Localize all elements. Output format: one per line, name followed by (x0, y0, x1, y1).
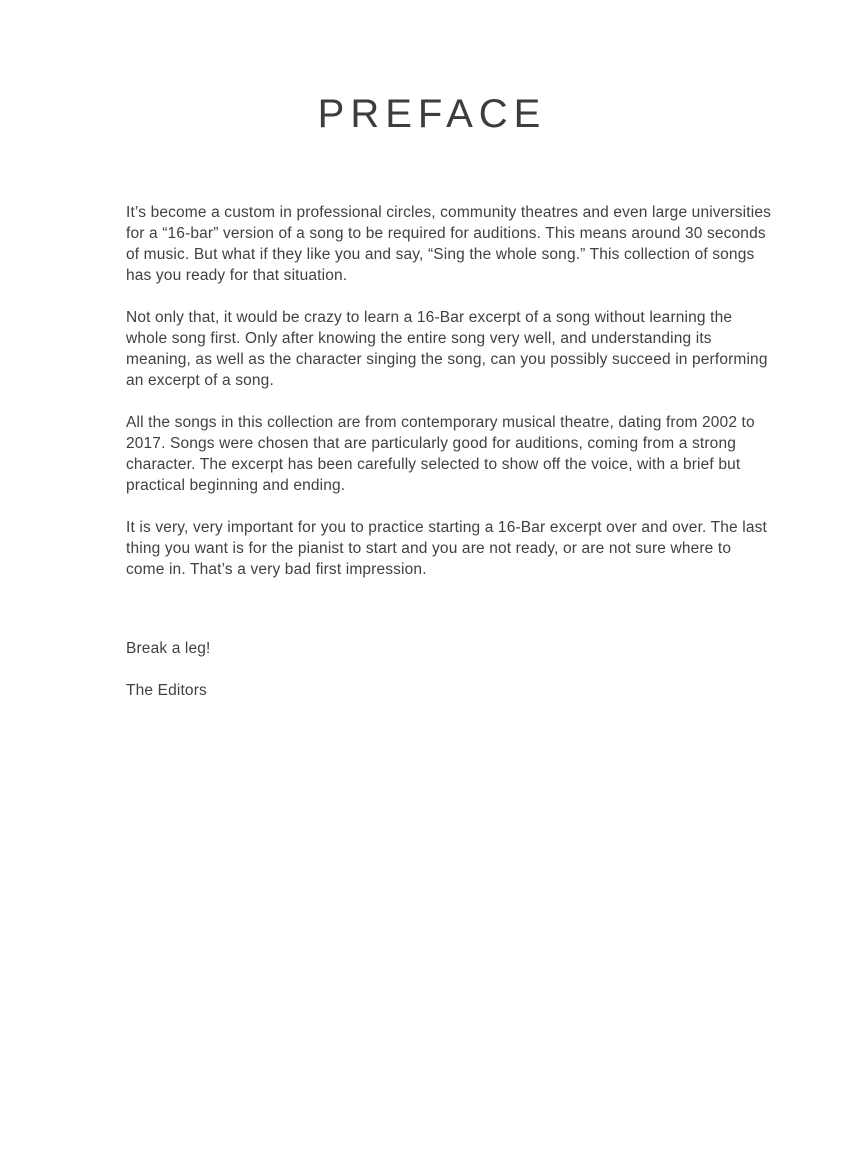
preface-paragraph-3: All the songs in this collection are from contemporary musical theatre, dating from 2002 to 2017. Songs were chosen that are particularly good for auditions, coming from a strong character. The excerpt has been carefully selected to show off the voice, with a brief but practical beginning and ending. (126, 414, 755, 494)
page-title: PREFACE (317, 92, 547, 136)
author-text: The Editors (126, 682, 207, 699)
preface-paragraph-2: Not only that, it would be crazy to learn a 16-Bar excerpt of a song without learning the whole song first. Only after knowing the entire song very well, and understanding its meaning, as well as the character singing the song, can you possibly succeed in performing an excerpt of a song. (126, 309, 768, 389)
preface-paragraph-1: It’s become a custom in professional circles, community theatres and even large universities for a “16-bar” version of a song to be required for auditions. This means around 30 seconds of music. But what if they like you and say, “Sing the whole song.” This collection of songs has you ready for that situation. (126, 204, 772, 284)
preface-body (126, 202, 774, 701)
signoff-text: Break a leg! (126, 640, 211, 657)
preface-paragraph-4: It is very, very important for you to practice starting a 16-Bar excerpt over and over. The last thing you want is for the pianist to start and you are not ready, or are not sure where to come in. That’s a very bad first impression. (126, 519, 767, 578)
